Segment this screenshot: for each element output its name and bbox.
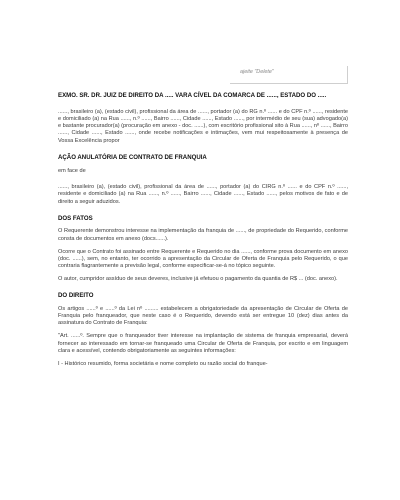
court-header: EXMO. SR. DR. JUIZ DE DIREITO DA ..... VARA CÍVEL DA COMARCA DE ......, ESTADO DO .....	[58, 92, 327, 99]
facts-heading: DOS FATOS	[58, 214, 93, 222]
facts-paragraph-1: O Requerente demonstrou interesse na implementação da franquia de ......, de propriedade do Requerido, conforme consta de documentos em anexo (docs......).	[58, 228, 348, 242]
action-title: AÇÃO ANULATÓRIA DE CONTRATO DE FRANQUIA	[58, 154, 207, 162]
facts-paragraph-2: Ocorre que o Contrato foi assinado entre Requerente e Requerido no dia ......, conforme prova documento em anexo (doc. ......), sem, no entanto, ter ocorrido a apresentação da Circular de Oferta de Franquia pelo Requerido, o que contraria flagrantemente a previsão legal, conforme especificar-se-á no tópico seguinte.	[58, 248, 348, 270]
law-paragraph-3: I - Histórico resumido, forma societária e nome completo ou razão social do franque-	[58, 360, 268, 367]
defendant-qualification: ......, brasileiro (a), (estado civil), profissional da área de ......, portador (a) do CIRG n.º ...... e do CPF n.º ......, residente e domiciliado (a) na Rua ......, n.º ......, Bairro ......, Cidade ......, Estado ......, pelos motivos de fato e de direito a seguir aduzidos.	[58, 183, 348, 205]
law-heading: DO DIREITO	[58, 292, 94, 300]
stamp-rule	[347, 66, 348, 84]
law-paragraph-2: "Art. ......º. Sempre que o franqueador tiver interesse na implantação de sistema de franquia empresarial, deverá fornecer ao interessado em tornar-se franqueado uma Circular de Oferta de Franquia, por escrito e em linguagem clara e acessível, contendo obrigatoriamente as seguintes informações:	[58, 333, 348, 354]
law-paragraph-1: Os artigos ......º e ......º da Lei nº ......... estabelecem a obrigatoriedade da apresentação de Circular de Oferta de Franquia pelo franqueador, que neste caso é o Requerido, devendo está ser entregue 10 (dez) dias antes da assinatura do Contrato de Franquia:	[58, 305, 348, 327]
against-label: em face de	[58, 167, 86, 174]
document-body	[58, 92, 348, 373]
stamp-underline	[230, 83, 348, 84]
plaintiff-qualification: ......, brasileiro (a), (estado civil), profissional da área de ......, portador (a) do RG n.º ...... e do CPF n.º ......, residente e domiciliado (a) na Rua ......, n.º ......, Bairro ......, Cidade ......, Estado ......, por intermédio de seu (sua) advogado(a) e bastante procurador(a) (procuração em anexo - doc. ......), com escritório profissional sito à Rua ......, nº ......, Bairro ......, Cidade ......, Estado ......, onde recebe notificações e intimações, vem mui respeitosamente à presença de Vossa Excelência propor	[58, 108, 348, 144]
stamp-text: ajeite "Delete"	[240, 69, 274, 75]
facts-paragraph-3: O autor, cumpridor assíduo de seus deveres, inclusive já efetuou o pagamento da quantia de R$ ... (doc. anexo).	[58, 275, 338, 282]
stamp-box	[230, 66, 348, 84]
